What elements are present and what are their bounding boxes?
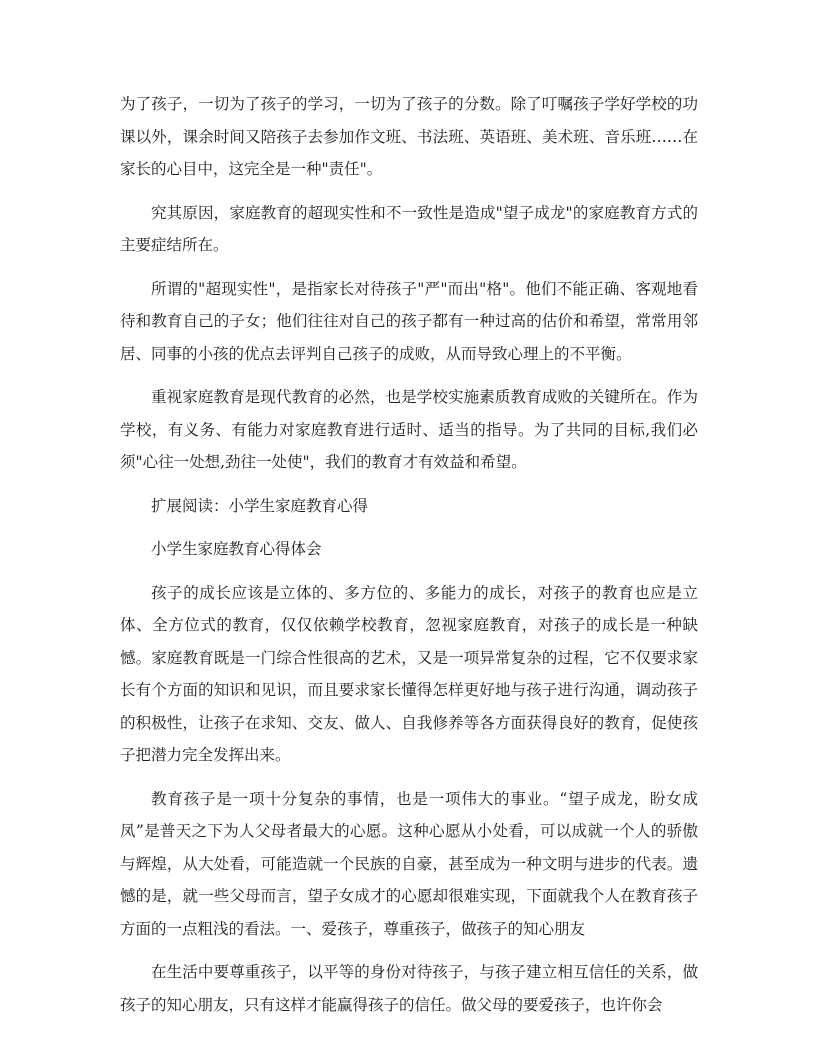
paragraph-5: 孩子的成长应该是立体的、多方位的、多能力的成长，对孩子的教育也应是立体、全方位式的教育，仅仅依赖学校教育，忽视家庭教育，对孩子的成长是一种缺憾。家庭教育既是一门综合性很高的艺术，又是一项异常复杂的过程，它不仅要求家长有个方面的知识和见识，而且要求家长懂得怎样更好地与孩子进行沟通，调动孩子的积极性，让孩子在求知、交友、做人、自我修养等各方面获得良好的教育，促使孩子把潜力完全发挥出来。 (120, 583, 698, 764)
paragraph-7: 在生活中要尊重孩子，以平等的身份对待孩子，与孩子建立相互信任的关系，做孩子的知心朋友，只有这样才能赢得孩子的信任。做父母的要爱孩子，也许你会 (120, 963, 698, 1014)
paragraph-2: 究其原因，家庭教育的超现实性和不一致性是造成"望子成龙"的家庭教育方式的主要症结所在。 (120, 203, 698, 254)
section-title: 小学生家庭教育心得体会 (151, 540, 322, 558)
paragraph-3: 所谓的"超现实性"，是指家长对待孩子"严"而出"格"。他们不能正确、客观地看待和教育自己的子女；他们往往对自己的孩子都有一种过高的估价和希望，常常用邻居、同事的小孩的优点去评判自己孩子的成败，从而导致心理上的不平衡。 (120, 279, 698, 363)
paragraph-4: 重视家庭教育是现代教育的必然，也是学校实施素质教育成败的关键所在。作为学校，有义务、有能力对家庭教育进行适时、适当的指导。为了共同的目标,我们必须"心往一处想,劲往一处使"，我们的教育才有效益和希望。 (120, 388, 698, 471)
paragraph-6: 教育孩子是一项十分复杂的事情，也是一项伟大的事业。“望子成龙，盼女成凤”是普天之下为人父母者最大的心愿。这种心愿从小处看，可以成就一个人的骄傲与辉煌，从大处看，可能造就一个民族的自豪，甚至成为一种文明与进步的代表。遗憾的是，就一些父母而言，望子女成才的心愿却很难实现，下面就我个人在教育孩子方面的一点粗浅的看法。一、爱孩子，尊重孩子，做孩子的知心朋友 (120, 789, 698, 938)
extended-reading-heading: 扩展阅读：小学生家庭教育心得 (151, 496, 369, 515)
document-body (120, 88, 698, 1032)
paragraph-1: 为了孩子，一切为了孩子的学习，一切为了孩子的分数。除了叮嘱孩子学好学校的功课以外，课余时间又陪孩子去参加作文班、书法班、英语班、美术班、音乐班……在家长的心目中，这完全是一种"责任"。 (120, 95, 698, 178)
